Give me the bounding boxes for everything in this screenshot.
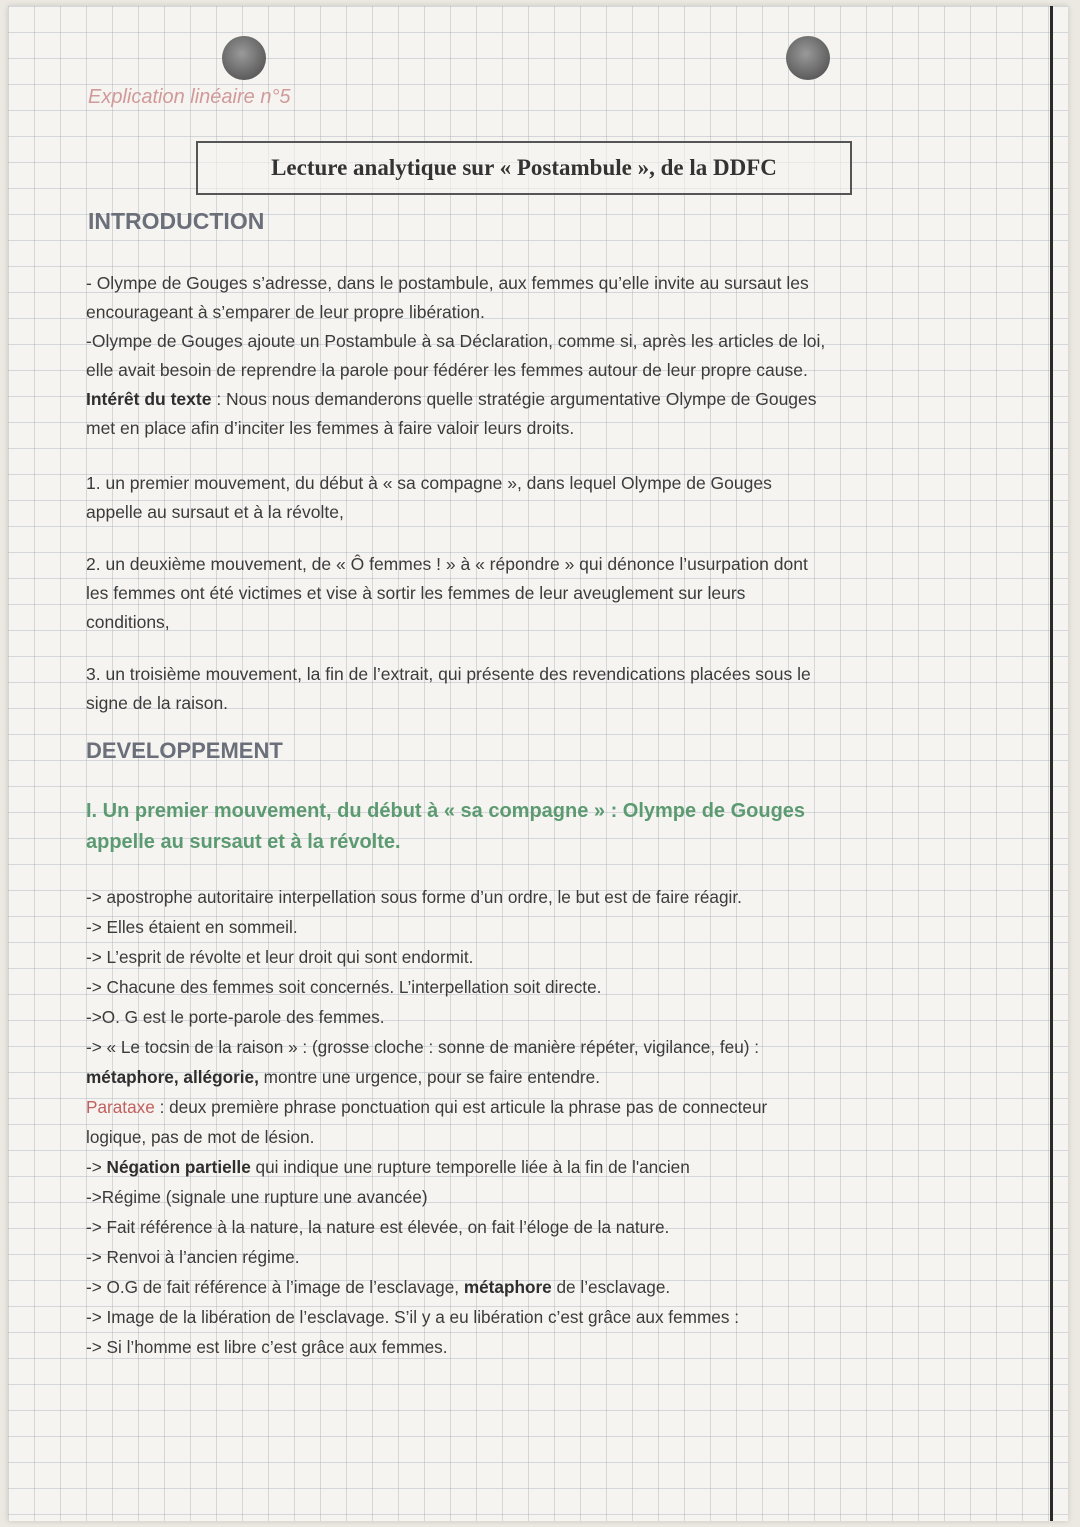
interet-text: : Nous nous demanderons quelle stratégie argumentative Olympe de Gouges	[211, 389, 817, 409]
header-note: Explication linéaire n°5	[88, 86, 291, 108]
movement-line: 2. un deuxième mouvement, de « Ô femmes ! » à « répondre » qui dénonce l’usurpation dont	[86, 554, 808, 574]
note-text: qui indique une rupture temporelle liée à la fin de l'ancien	[250, 1157, 690, 1177]
interet-line	[86, 385, 976, 414]
notes-list	[86, 882, 976, 1362]
note-line: -> Image de la libération de l’esclavage. S’il y a eu libération c’est grâce aux femmes :	[86, 1307, 739, 1327]
note-bold: métaphore, allégorie,	[86, 1067, 259, 1087]
note-line: ->Régime (signale une rupture une avancée)	[86, 1187, 428, 1207]
note-line: -> apostrophe autoritaire interpellation sous forme d’un ordre, le but est de faire réagir.	[86, 887, 742, 907]
movement-line: appelle au sursaut et à la révolte,	[86, 502, 344, 522]
movement-line: 1. un premier mouvement, du début à « sa compagne », dans lequel Olympe de Gouges	[86, 473, 772, 493]
note-bold: Négation partielle	[106, 1157, 251, 1177]
note-text: : deux première phrase ponctuation qui est articule la phrase pas de connecteur	[154, 1097, 768, 1117]
note-line	[86, 1272, 976, 1302]
introduction-paragraph	[86, 269, 976, 443]
movement-line: conditions,	[86, 612, 170, 632]
developpement-heading: DEVELOPPEMENT	[86, 738, 283, 763]
movement-line: signe de la raison.	[86, 693, 229, 713]
note-text: de l’esclavage.	[551, 1277, 671, 1297]
note-line	[86, 1152, 976, 1182]
movement-3	[86, 660, 976, 718]
note-line: -> Fait référence à la nature, la nature est élevée, on fait l’éloge de la nature.	[86, 1217, 670, 1237]
movement-2	[86, 550, 976, 637]
punch-hole-left	[222, 36, 266, 80]
movement-1	[86, 469, 976, 527]
note-line: -> Renvoi à l’ancien régime.	[86, 1247, 300, 1267]
note-line: -> L’esprit de révolte et leur droit qui sont endormit.	[86, 947, 474, 967]
intro-line: -Olympe de Gouges ajoute un Postambule à sa Déclaration, comme si, après les articles de loi,	[86, 331, 826, 351]
note-line	[86, 1092, 976, 1122]
page-title: Lecture analytique sur « Postambule », de la DDFC	[196, 141, 852, 195]
interet-label: Intérêt du texte	[86, 389, 212, 409]
punch-hole-right	[786, 36, 830, 80]
note-line: logique, pas de mot de lésion.	[86, 1127, 315, 1147]
note-red-term: Parataxe	[86, 1097, 155, 1117]
note-line: -> Chacune des femmes soit concernés. L’interpellation soit directe.	[86, 977, 602, 997]
intro-line: met en place afin d’inciter les femmes à faire valoir leurs droits.	[86, 418, 575, 438]
intro-line: - Olympe de Gouges s’adresse, dans le postambule, aux femmes qu’elle invite au sursaut les	[86, 273, 809, 293]
note-line: ->O. G est le porte-parole des femmes.	[86, 1007, 385, 1027]
movement-line: les femmes ont été victimes et vise à sortir les femmes de leur aveuglement sur leurs	[86, 583, 746, 603]
note-line: -> Elles étaient en sommeil.	[86, 917, 298, 937]
note-line: -> « Le tocsin de la raison » : (grosse cloche : sonne de manière répéter, vigilance, feu) :	[86, 1037, 760, 1057]
page-edge	[1050, 6, 1053, 1521]
part1-title-line: I. Un premier mouvement, du début à « sa compagne » : Olympe de Gouges	[86, 800, 806, 822]
part1-title	[86, 796, 926, 858]
note-line	[86, 1062, 976, 1092]
part1-title-line: appelle au sursaut et à la révolte.	[86, 831, 401, 853]
introduction-heading: INTRODUCTION	[88, 208, 265, 234]
movement-line: 3. un troisième mouvement, la fin de l’extrait, qui présente des revendications placées sous le	[86, 664, 811, 684]
note-text: -> O.G de fait référence à l’image de l’esclavage,	[86, 1277, 464, 1297]
note-line: -> Si l’homme est libre c’est grâce aux femmes.	[86, 1337, 448, 1357]
note-text: montre une urgence, pour se faire entendre.	[258, 1067, 600, 1087]
intro-line: elle avait besoin de reprendre la parole pour fédérer les femmes autour de leur propre cause.	[86, 360, 808, 380]
note-text: ->	[86, 1157, 107, 1177]
note-bold: métaphore	[463, 1277, 552, 1297]
intro-line: encourageant à s’emparer de leur propre libération.	[86, 302, 485, 322]
